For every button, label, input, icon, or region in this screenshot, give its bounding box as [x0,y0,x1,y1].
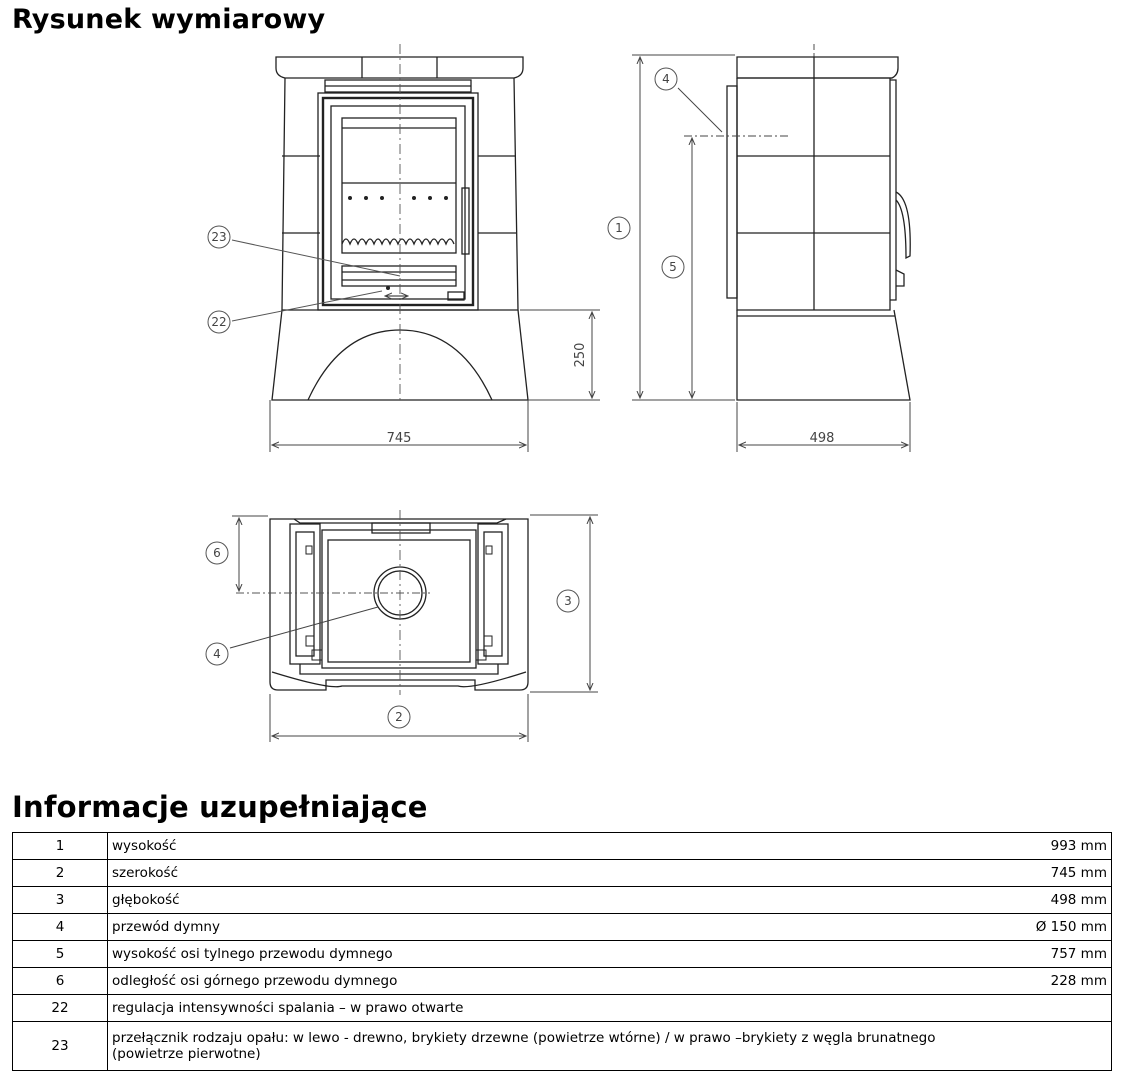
table-row [13,887,1112,914]
callout-2: 2 [395,710,403,724]
table-row [13,995,1112,1022]
table-row [13,1022,1112,1071]
row-number: 2 [13,860,108,887]
info-title: Informacje uzupełniające [12,790,428,824]
row-description: przewód dymny [108,914,984,941]
side-view [727,44,910,400]
row-description: regulacja intensywności spalania – w prawo otwarte [108,995,1112,1022]
callout-1: 1 [615,221,623,235]
dim-base-height-label: 250 [573,342,588,368]
drawing-title: Rysunek wymiarowy [12,4,326,35]
table-row [13,860,1112,887]
row-description: wysokość [108,833,984,860]
row-value: 993 mm [983,833,1112,860]
row-description: odległość osi górnego przewodu dymnego [108,968,984,995]
row-value: Ø 150 mm [983,914,1112,941]
table-row [13,833,1112,860]
row-value: 228 mm [983,968,1112,995]
callout-5: 5 [669,260,677,274]
dim-depth-label: 498 [809,431,835,446]
row-description: przełącznik rodzaju opału: w lewo - drewno, brykiety drzewne (powietrze wtórne) / w prawo –brykiety z węgla brunatnego (powietrze pierwotne) [108,1022,1112,1071]
row-value: 498 mm [983,887,1112,914]
row-description: szerokość [108,860,984,887]
callout-23: 23 [211,230,227,244]
row-number: 22 [13,995,108,1022]
spec-table [12,832,1112,1071]
table-row [13,941,1112,968]
row-value: 757 mm [983,941,1112,968]
callout-22: 22 [211,315,227,329]
callout-6: 6 [213,546,221,560]
row-number: 3 [13,887,108,914]
row-number: 6 [13,968,108,995]
dim-width-label: 745 [386,431,412,446]
table-row [13,968,1112,995]
table-row [13,914,1112,941]
row-number: 4 [13,914,108,941]
row-number: 5 [13,941,108,968]
row-value: 745 mm [983,860,1112,887]
row-number: 1 [13,833,108,860]
front-view [272,44,528,400]
callout-3: 3 [564,594,572,608]
callout-4-top: 4 [213,647,221,661]
top-view [236,510,528,695]
callout-4-side: 4 [662,72,670,86]
row-description: wysokość osi tylnego przewodu dymnego [108,941,984,968]
row-description: głębokość [108,887,984,914]
row-number: 23 [13,1022,108,1071]
